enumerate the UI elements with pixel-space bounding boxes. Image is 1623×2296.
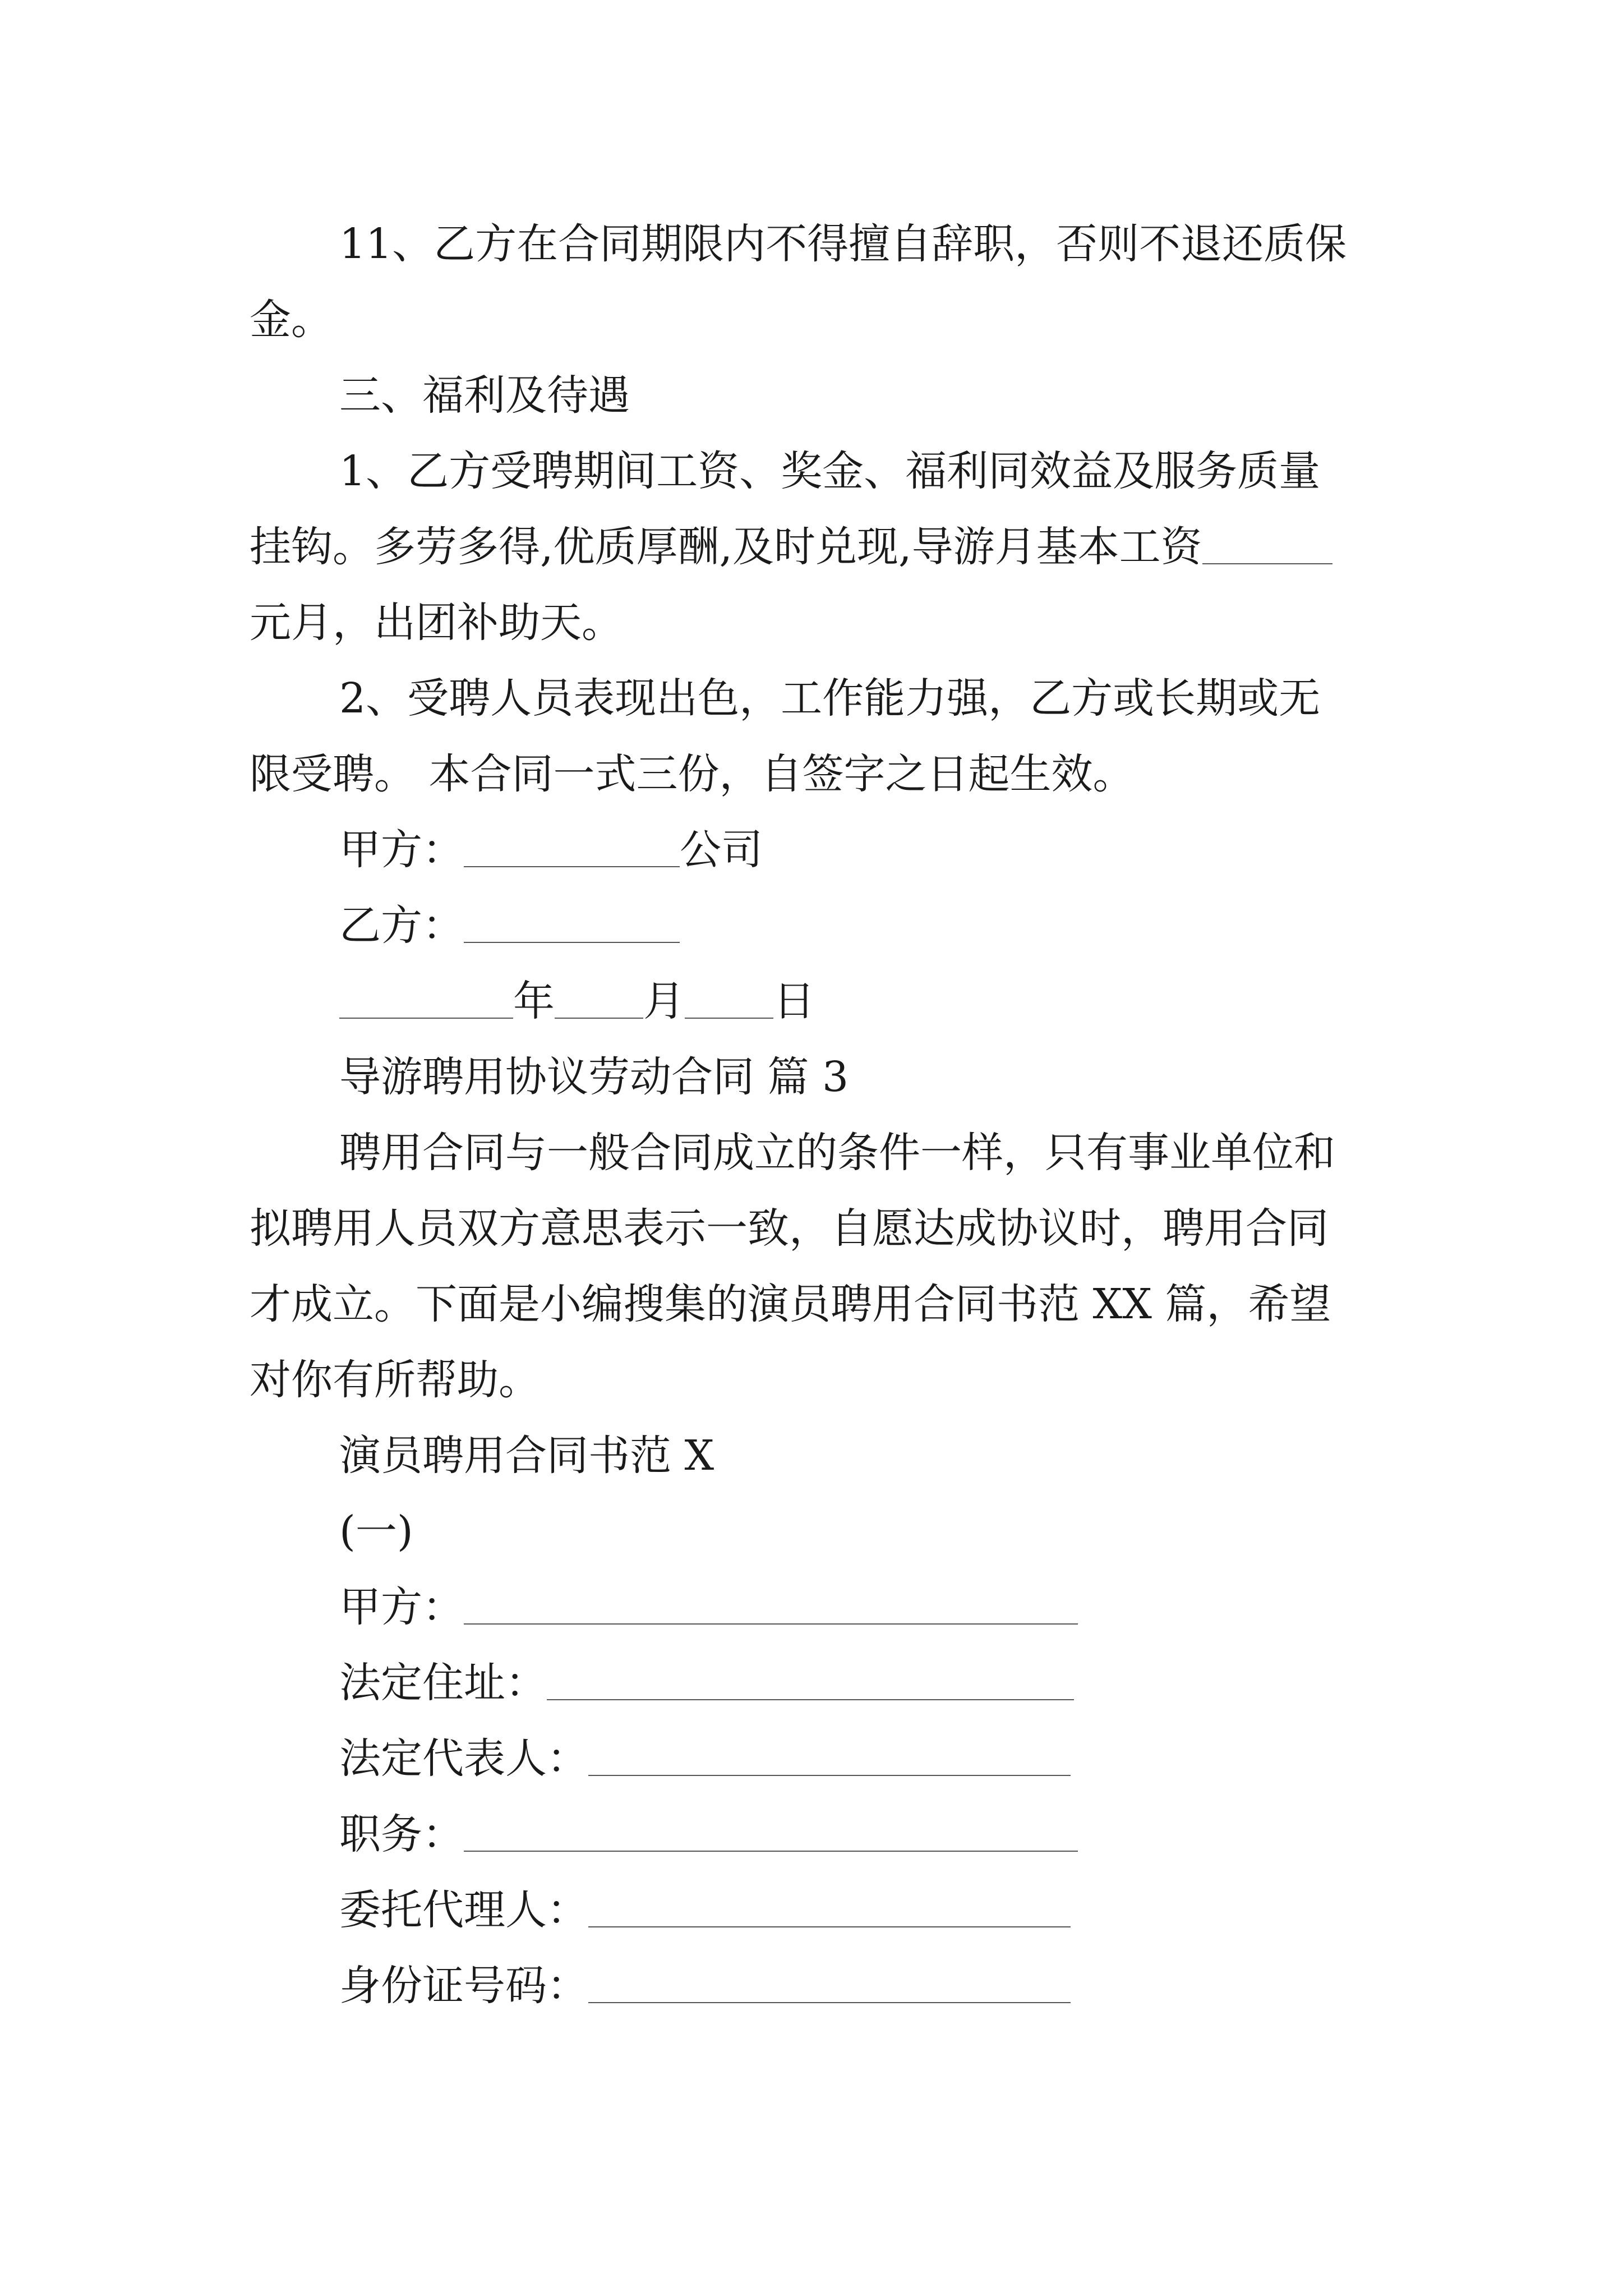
party-a-signature — [339, 825, 763, 875]
party-a-label: 甲方： — [339, 826, 464, 874]
field-legal-representative — [339, 1733, 1071, 1784]
party-a-blank — [464, 831, 680, 867]
party-b-signature — [339, 900, 680, 951]
month-label: 月 — [643, 977, 685, 1025]
section-3-title: 三、福利及待遇 — [339, 371, 630, 420]
field-label: 身份证号码： — [339, 1962, 588, 2010]
day-blank — [685, 983, 773, 1019]
signing-date — [339, 976, 815, 1027]
intro-line-2: 拟聘用人员双方意思表示一致，自愿达成协议时，聘用合同 — [250, 1204, 1329, 1253]
welfare-1-line-2 — [250, 522, 1332, 572]
party-a-suffix: 公司 — [680, 826, 763, 874]
field-blank — [588, 1892, 1071, 1927]
intro-line-1: 聘用合同与一般合同成立的条件一样，只有事业单位和 — [339, 1129, 1335, 1177]
party-b-label: 乙方： — [339, 901, 464, 950]
year-label: 年 — [513, 977, 555, 1025]
field-label: 职务： — [339, 1810, 464, 1858]
piece-title: 导游聘用协议劳动合同 篇 3 — [339, 1053, 849, 1101]
welfare-1-line-2-text: 挂钩。多劳多得,优质厚酬,及时兑现,导游月基本工资 — [250, 523, 1202, 571]
field-entrusted-agent — [339, 1885, 1071, 1935]
field-blank — [588, 1740, 1071, 1776]
field-label: 甲方： — [339, 1583, 464, 1631]
welfare-1-line-1: 1、乙方受聘期间工资、奖金、福利同效益及服务质量 — [339, 447, 1321, 495]
welfare-2-line-1: 2、受聘人员表现出色，工作能力强，乙方或长期或无 — [339, 674, 1321, 723]
day-label: 日 — [773, 977, 815, 1025]
year-blank — [339, 983, 513, 1019]
welfare-2-line-2: 限受聘。 本合同一式三份，自签字之日起生效。 — [250, 750, 1135, 798]
clause-11-line-2: 金。 — [250, 296, 333, 344]
field-blank — [588, 1967, 1071, 2003]
field-blank — [464, 1816, 1078, 1852]
salary-blank — [1202, 528, 1332, 564]
field-position — [339, 1809, 1078, 1860]
welfare-1-line-3: 元月，出团补助天。 — [250, 599, 623, 647]
field-blank — [464, 1589, 1078, 1625]
clause-11-line-1: 11、乙方在合同期限内不得擅自辞职，否则不退还质保 — [339, 220, 1347, 268]
sample-title: 演员聘用合同书范 X — [339, 1432, 714, 1480]
field-label: 委托代理人： — [339, 1886, 588, 1934]
intro-line-3: 才成立。下面是小编搜集的演员聘用合同书范 XX 篇，希望 — [250, 1280, 1331, 1328]
field-blank — [547, 1664, 1074, 1700]
field-legal-address — [339, 1658, 1074, 1708]
field-label: 法定住址： — [339, 1659, 547, 1707]
intro-line-4: 对你有所帮助。 — [250, 1356, 540, 1404]
field-party-a — [339, 1582, 1078, 1632]
month-blank — [555, 983, 643, 1019]
field-id-number — [339, 1961, 1071, 2011]
sample-number: (一) — [339, 1507, 413, 1556]
party-b-blank — [464, 907, 680, 943]
field-label: 法定代表人： — [339, 1734, 588, 1783]
